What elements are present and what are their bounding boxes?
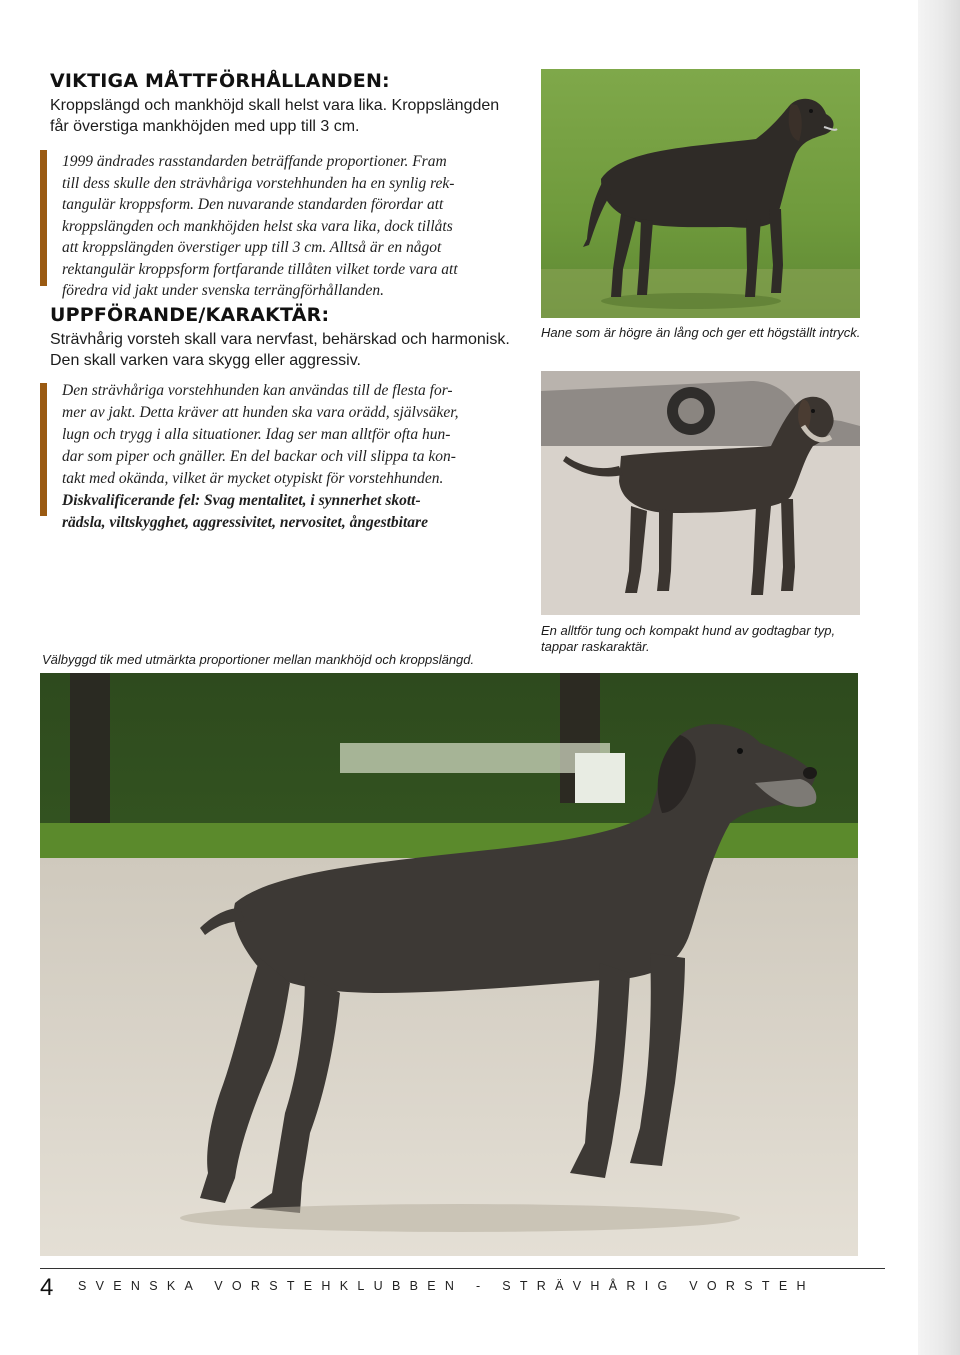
note-line: rektangulär kroppsform fortfarande tillåten vilket torde vara att: [62, 260, 458, 278]
note-line: kroppslängden och mankhöjden helst ska vara lika, dock tillåts: [62, 217, 453, 235]
note-line: tangulär kroppsform. Den nuvarande standarden förordar att: [62, 196, 444, 213]
character-text-line-2: Den skall varken vara skygg eller aggressiv.: [50, 352, 361, 369]
caption-photo-2-line-2: tappar raskaraktär.: [541, 639, 650, 654]
note-line: mer av jakt. Detta kräver att hunden ska vara orädd, självsäker,: [62, 404, 459, 421]
accent-bar-character: [40, 383, 47, 516]
fault-line: [62, 512, 428, 534]
fault-line: [62, 490, 421, 512]
running-footer: SVENSKA VORSTEHKLUBBEN - STRÄVHÅRIG VORSTEH: [78, 1279, 815, 1293]
photo-well-built-female: [40, 673, 858, 1256]
character-text-line-1: Strävhårig vorsteh skall vara nervfast, behärskad och harmonisk.: [50, 331, 510, 348]
accent-bar-proportions: [40, 150, 47, 286]
footer-rule: [40, 1268, 885, 1269]
measurements-heading: VIKTIGA MÅTTFÖRHÅLLANDEN:: [50, 70, 390, 92]
caption-photo-2-line-1: En alltför tung och kompakt hund av godtagbar typ,: [541, 623, 836, 638]
measurements-text-line-1: Kroppslängd och mankhöjd skall helst vara lika. Kroppslängden: [50, 97, 500, 114]
note-line: takt med okända, vilket är mycket otypiskt för vorstehhunden.: [62, 470, 444, 487]
caption-photo-3: Välbyggd tik med utmärkta proportioner mellan mankhöjd och kroppslängd.: [42, 652, 475, 667]
fault-text: rädsla, viltskygghet, aggressivitet, nervositet, ångestbitare: [62, 514, 428, 531]
page-edge-shadow: [918, 0, 960, 1355]
note-line: Den strävhåriga vorstehhunden kan användas till de flesta for-: [62, 382, 453, 399]
photo-tall-male-dog: [541, 69, 860, 318]
note-line: lugn och trygg i alla situationer. Idag ser man alltför ofta hun-: [62, 426, 451, 443]
page-number: 4: [40, 1274, 54, 1301]
note-line: att kroppslängden överstiger upp till 3 cm. Alltså är en något: [62, 239, 442, 256]
photo-heavy-dog: [541, 371, 860, 615]
caption-photo-1: Hane som är högre än lång och ger ett högställt intryck.: [541, 325, 861, 340]
fault-text: Diskvalificerande fel: Svag mentalitet, i synnerhet skott-: [62, 492, 421, 509]
character-heading: UPPFÖRANDE/KARAKTÄR:: [50, 304, 330, 326]
note-line: föredra vid jakt under svenska terrängförhållanden.: [62, 282, 385, 299]
note-line: dar som piper och gnäller. En del backar och vill slippa ta kon-: [62, 448, 456, 465]
note-line: till dess skulle den strävhåriga vorstehhunden ha en synlig rek-: [62, 174, 455, 192]
note-line: 1999 ändrades rasstandarden beträffande proportioner. Fram: [62, 153, 447, 170]
measurements-text-line-2: får överstiga mankhöjden med upp till 3 cm.: [50, 118, 360, 135]
